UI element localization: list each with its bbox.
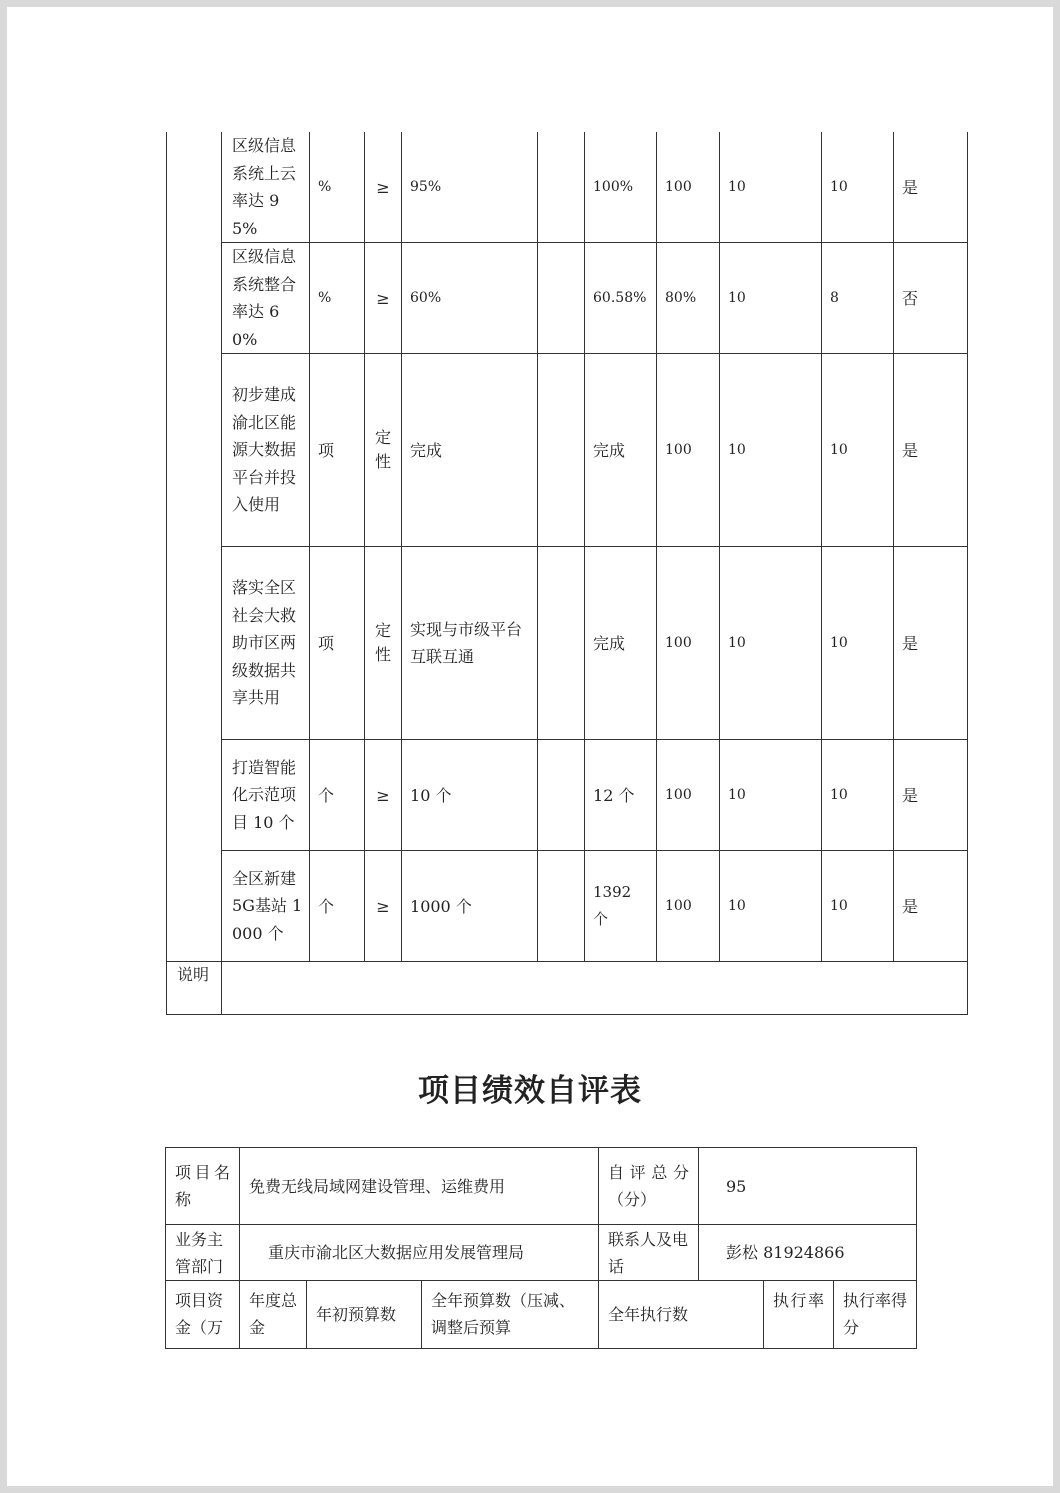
indicator-score: 10 xyxy=(822,547,894,740)
indicator-row xyxy=(167,740,968,851)
indicator-unit: % xyxy=(310,132,365,243)
annual-total-label: 年度总金 xyxy=(240,1281,307,1349)
indicator-score: 10 xyxy=(822,132,894,243)
indicator-target: 实现与市级平台互联互通 xyxy=(402,547,538,740)
indicator-name: 全区新建 5G基站 1000 个 xyxy=(222,851,310,962)
note-value xyxy=(222,962,968,1015)
funds-label: 项目资金（万 xyxy=(166,1281,240,1349)
total-score-label: 自评总分（分） xyxy=(599,1148,699,1225)
indicator-symbol: ≥ xyxy=(365,851,402,962)
indicator-symbol: ≥ xyxy=(365,243,402,354)
indicator-weight: 10 xyxy=(720,243,822,354)
indicator-symbol: 定性 xyxy=(365,354,402,547)
total-score-value: 95 xyxy=(699,1148,917,1225)
indicator-name: 区级信息系统上云率达 95% xyxy=(222,132,310,243)
full-year-exec-label: 全年执行数 xyxy=(599,1281,764,1349)
contact-label: 联系人及电话 xyxy=(599,1225,699,1281)
initial-budget-label: 年初预算数 xyxy=(307,1281,422,1349)
indicator-unit: 项 xyxy=(310,547,365,740)
indicator-weight: 10 xyxy=(720,354,822,547)
form-row-dept xyxy=(166,1225,917,1281)
indicator-target: 95% xyxy=(402,132,538,243)
document-page xyxy=(7,7,1053,1486)
indicator-actual: 12 个 xyxy=(585,740,657,851)
indicator-rate: 100 xyxy=(657,851,720,962)
project-name-label: 项目名称 xyxy=(166,1148,240,1225)
exec-rate-score-label: 执行率得分 xyxy=(834,1281,917,1349)
indicator-achieved: 是 xyxy=(894,740,968,851)
indicator-target: 1000 个 xyxy=(402,851,538,962)
indicator-weight: 10 xyxy=(720,132,822,243)
indicator-weight: 10 xyxy=(720,851,822,962)
indicator-rate: 100 xyxy=(657,740,720,851)
indicator-weight: 10 xyxy=(720,740,822,851)
indicator-actual: 完成 xyxy=(585,354,657,547)
indicator-unit: 项 xyxy=(310,354,365,547)
indicator-category-cell xyxy=(167,132,222,962)
indicator-symbol: ≥ xyxy=(365,132,402,243)
indicator-score: 10 xyxy=(822,354,894,547)
indicator-score: 8 xyxy=(822,243,894,354)
indicator-rate: 80% xyxy=(657,243,720,354)
indicator-achieved: 否 xyxy=(894,243,968,354)
indicator-weight: 10 xyxy=(720,547,822,740)
indicator-blank xyxy=(538,740,585,851)
form-row-funds xyxy=(166,1281,917,1349)
indicator-row xyxy=(167,851,968,962)
indicator-actual: 1392 个 xyxy=(585,851,657,962)
exec-rate-label: 执行率 xyxy=(764,1281,834,1349)
project-self-evaluation-form xyxy=(165,1147,917,1349)
indicator-unit: 个 xyxy=(310,740,365,851)
indicator-symbol: 定性 xyxy=(365,547,402,740)
full-year-budget-label: 全年预算数（压减、调整后预算 xyxy=(422,1281,599,1349)
indicator-name: 初步建成渝北区能源大数据平台并投入使用 xyxy=(222,354,310,547)
indicator-name: 区级信息系统整合率达 60% xyxy=(222,243,310,354)
note-row xyxy=(167,962,968,1015)
indicator-achieved: 是 xyxy=(894,851,968,962)
indicator-achieved: 是 xyxy=(894,354,968,547)
dept-label: 业务主管部门 xyxy=(166,1225,240,1281)
dept-value: 重庆市渝北区大数据应用发展管理局 xyxy=(240,1225,599,1281)
indicator-unit: % xyxy=(310,243,365,354)
indicator-achieved: 是 xyxy=(894,132,968,243)
indicator-blank xyxy=(538,243,585,354)
indicator-blank xyxy=(538,547,585,740)
indicator-blank xyxy=(538,132,585,243)
indicator-target: 10 个 xyxy=(402,740,538,851)
indicator-actual: 60.58% xyxy=(585,243,657,354)
indicator-row xyxy=(167,132,968,243)
contact-value: 彭松 81924866 xyxy=(699,1225,917,1281)
performance-indicator-table xyxy=(166,132,968,1015)
indicator-score: 10 xyxy=(822,851,894,962)
indicator-row xyxy=(167,243,968,354)
indicator-unit: 个 xyxy=(310,851,365,962)
indicator-rate: 100 xyxy=(657,547,720,740)
indicator-row xyxy=(167,354,968,547)
indicator-row xyxy=(167,547,968,740)
indicator-score: 10 xyxy=(822,740,894,851)
indicator-symbol: ≥ xyxy=(365,740,402,851)
note-label: 说明 xyxy=(167,962,222,1015)
form-title: 项目绩效自评表 xyxy=(418,1073,642,1109)
indicator-name: 落实全区社会大救助市区两级数据共享共用 xyxy=(222,547,310,740)
indicator-rate: 100 xyxy=(657,354,720,547)
form-row-project xyxy=(166,1148,917,1225)
indicator-actual: 100% xyxy=(585,132,657,243)
indicator-achieved: 是 xyxy=(894,547,968,740)
indicator-rate: 100 xyxy=(657,132,720,243)
indicator-target: 60% xyxy=(402,243,538,354)
project-name-value: 免费无线局域网建设管理、运维费用 xyxy=(240,1148,599,1225)
indicator-actual: 完成 xyxy=(585,547,657,740)
indicator-name: 打造智能化示范项目 10 个 xyxy=(222,740,310,851)
indicator-blank xyxy=(538,851,585,962)
indicator-target: 完成 xyxy=(402,354,538,547)
indicator-blank xyxy=(538,354,585,547)
